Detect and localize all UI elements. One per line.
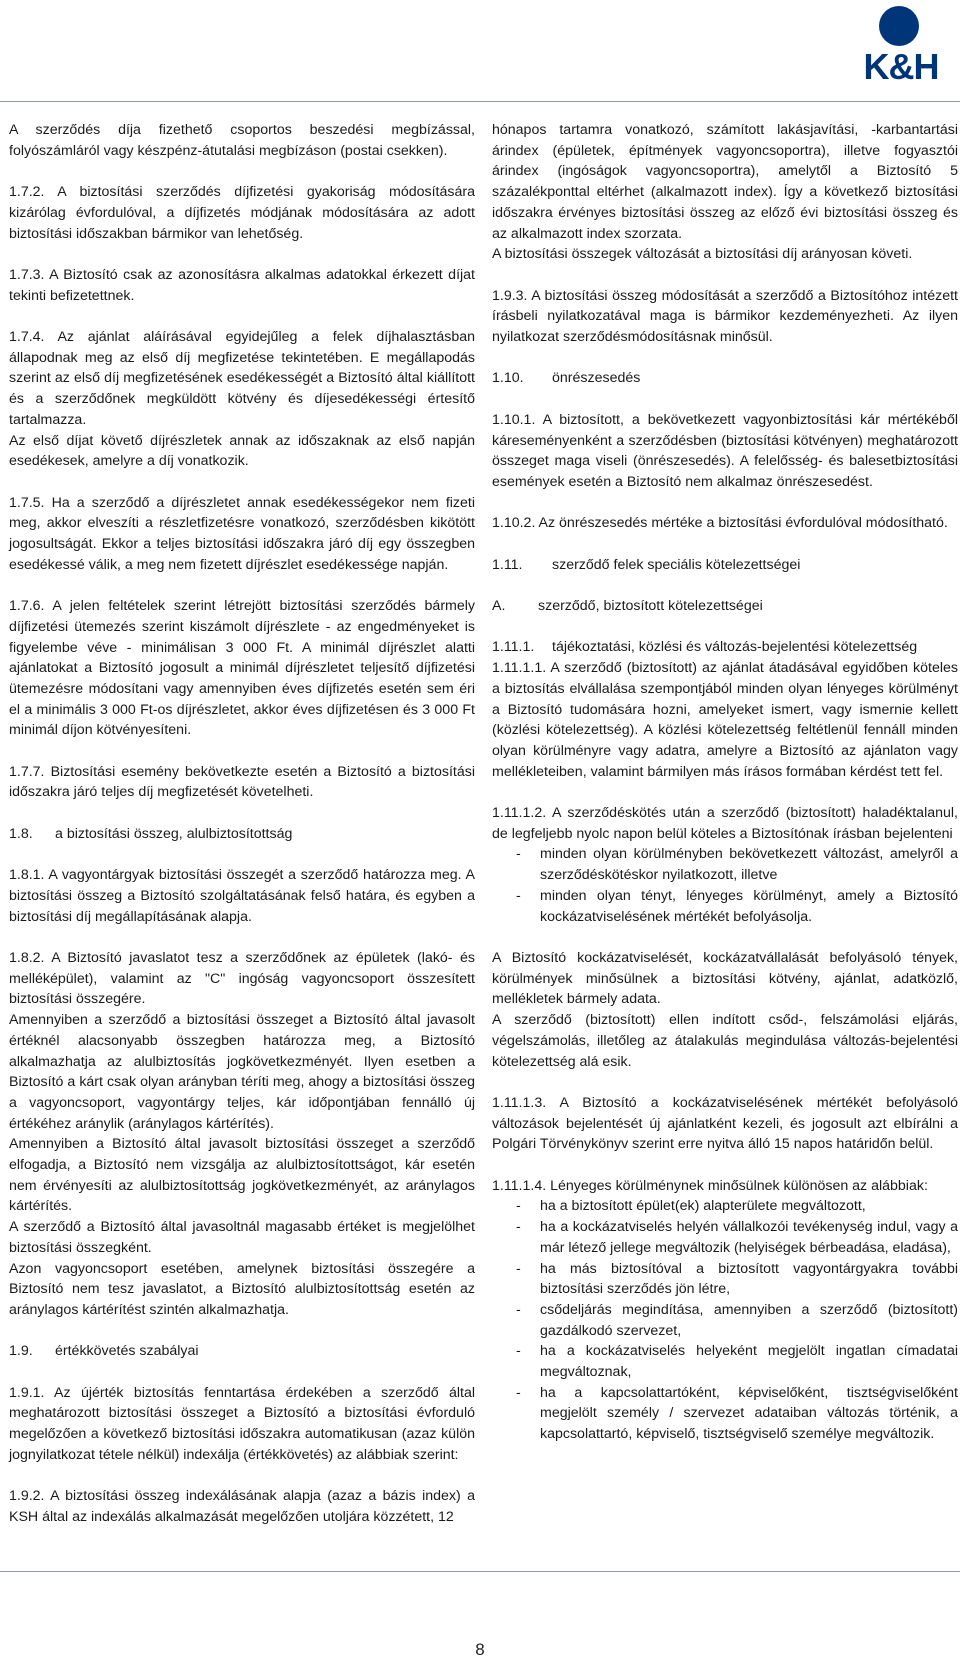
paragraph-spacer xyxy=(492,927,958,948)
paragraph: 1.10.1. A biztosított, a bekövetkezett vagyonbiztosítási kár mértékéből káreseményenként a szerződésben (biztosítási kötvényen) meghatározott összeget maga viseli (önrészesedés). A felelősség- és balesetbiztosítási események esetén a Biztosító nem alkalmaz önrészesedést. xyxy=(492,411,958,490)
paragraph: 1.8.1. A vagyontárgyak biztosítási összegét a szerződő határozza meg. A biztosítási összeg a Biztosító szolgáltatásának felső határa, és egyben a biztosítási díj megállapításának alapja. xyxy=(9,867,475,925)
paragraph: hónapos tartamra vonatkozó, számított lakásjavítási, -karbantartási árindex (épületek, építmények vagyoncsoportra), illetve fogyasztói árindex (ingóságok vagyoncsoportra), amelytől a Biztosító 5 százalékponttal eltérhet (alkalmazott index). Így a következő biztosítási időszakra érvényes biztosítási összeg az előző évi biztosítási összeg és az alkalmazott index szorzata. xyxy=(492,122,958,242)
section-title: a biztosítási összeg, alulbiztosítottság xyxy=(55,825,293,842)
list-item-text: ha a biztosított épület(ek) alapterülete megváltozott, xyxy=(540,1198,866,1215)
paragraph: 1.8.2. A Biztosító javaslatot tesz a szerződőnek az épületek (lakó- és melléképület), valamint az "C" ingóság vagyoncsoport összesített biztosítási összegére. xyxy=(9,949,475,1008)
section-title: tájékoztatási, közlési és változás-bejelentési kötelezettség xyxy=(552,639,918,656)
paragraph-spacer xyxy=(492,617,958,638)
paragraph-spacer xyxy=(9,1321,475,1342)
paragraph-spacer xyxy=(492,1155,958,1176)
logo-circle-icon xyxy=(879,6,919,46)
list-item xyxy=(492,1196,958,1217)
list-item-text: ha a kapcsolattartóként, képviselőként, tisztségviselőként megjelölt személy / szervezet adataiban változás történik, a kapcsolattartó, képviselő, tisztségviselő személye megváltozik. xyxy=(540,1384,958,1443)
section-number: 1.11. xyxy=(492,556,523,573)
paragraph-spacer xyxy=(492,493,958,514)
paragraph: 1.7.7. Biztosítási esemény bekövetkezte esetén a Biztosító a biztosítási időszakra járó teljes díj megfizetését követelheti. xyxy=(9,763,475,801)
section-heading xyxy=(492,555,958,576)
list-dash-icon: - xyxy=(516,1198,521,1215)
section-title: szerződő, biztosított kötelezettségei xyxy=(538,598,763,615)
paragraph: Azon vagyoncsoport esetében, amelynek biztosítási összegére a Biztosító nem tesz javaslatot, a Biztosító alulbiztosítottság esetén az aránylagos kártérítést szintén alkalmazhatja. xyxy=(9,1260,475,1318)
paragraph: A szerződő (biztosított) ellen indított csőd-, felszámolási eljárás, végelszámolás, illetőleg az átalakulás megindulása változás-bejelentési kötelezettség alá esik. xyxy=(492,1012,958,1070)
section-title: szerződő felek speciális kötelezettségei xyxy=(552,556,801,573)
section-number: 1.11.1. xyxy=(492,639,535,656)
paragraph-spacer xyxy=(9,1362,475,1383)
paragraph: Amennyiben a Biztosító által javasolt biztosítási összeget a szerződő elfogadja, a Biztosító nem vizsgálja az alulbiztosítottságot, kár esetén nem érvényesíti az alulbiztosítottság jogkövetkezményét, az aránylagos kártérítés. xyxy=(9,1136,475,1215)
paragraph-spacer xyxy=(492,575,958,596)
paragraph: A szerződés díja fizethető csoportos beszedési megbízással, folyószámláról vagy készpénz-átutalási megbízáson (postai csekken). xyxy=(9,122,475,159)
section-heading xyxy=(9,1341,475,1362)
paragraph: A Biztosító kockázatviselését, kockázatvállalását befolyásoló tények, körülmények minősülnek a biztosítási kötvény, ajánlat, adatközlő, mellékletek bármely adata. xyxy=(492,949,958,1008)
paragraph-spacer xyxy=(9,244,475,265)
paragraph: Amennyiben a szerződő a biztosítási összeget a Biztosító által javasolt értéknél alacsonyabb összegben határozza meg, a Biztosító alkalmazhatja az alulbiztosítás jogkövetkezményét. Ilyen esetben a Biztosító a kárt csak olyan arányban téríti meg, ahogy a biztosítási összeg a vagyoncsoport, vagyontárgy teljes, kár időpontjában fennálló új értékéhez aránylik (aránylagos kártérítés). xyxy=(9,1012,475,1132)
paragraph: 1.7.6. A jelen feltételek szerint létrejött biztosítási szerződés bármely díjfizetési ütemezés szerint kiszámolt díjrészlete - az engedményeket is figyelembe véve - minimálisan 3 000 Ft. A minimál díjrészlet alatti ajánlatokat a Biztosító jogosult a minimál díjrészletet teljesítő díjfizetési ütemezésre módosítani vagy amennyiben éves díjfizetés esetén sem éri el a minimális 3 000 Ft-os díjrészletet, akkor éves díjfizetésen és 3 000 Ft minimál díjon kötvényesíteni. xyxy=(9,598,475,739)
list-item-text: ha a kockázatviselés helyeként megjelölt ingatlan címadatai megváltoznak, xyxy=(540,1343,958,1381)
paragraph: 1.9.2. A biztosítási összeg indexálásának alapja (azaz a bázis index) a KSH által az indexálás alkalmazását megelőzően utoljára közzétett, 12 xyxy=(9,1488,475,1525)
list-dash-icon: - xyxy=(516,1343,521,1360)
paragraph: Az első díjat követő díjrészletek annak az időszaknak az első napján esedékesek, amelyre a díj vonatkozik. xyxy=(9,432,475,470)
paragraph: 1.9.1. Az újérték biztosítás fenntartása érdekében a szerződő által meghatározott biztosítási összeget a Biztosító a biztosítási évforduló megelőzően a következő biztosítási időszakra automatikusan (azaz külön jognyilatkozat tétele nélkül) indexálja (értékkövetés) az alábbiak szerint: xyxy=(9,1384,475,1463)
list-item-text: minden olyan körülményben bekövetkezett változást, amelyről a szerződéskötéskor nyilatkozott, illetve xyxy=(540,846,958,884)
list-item xyxy=(492,1217,958,1258)
paragraph-spacer xyxy=(9,472,475,493)
paragraph: 1.10.2. Az önrészesedés mértéke a biztosítási évfordulóval módosítható. xyxy=(492,515,948,532)
list-dash-icon: - xyxy=(516,1301,521,1318)
kh-logo xyxy=(849,6,953,86)
paragraph: 1.7.4. Az ajánlat aláírásával egyidejűleg a felek díjhalasztásban állapodnak meg az első díj megfizetése tekintetében. E megállapodás szerint az első díj megfizetésének esedékességét a Biztosító által kiállított és a szerződőnek megküldött kötvény és díjesedékességi értesítő tartalmazza. xyxy=(9,328,475,428)
list-item-text: ha más biztosítóval a biztosított vagyontárgyakra további biztosítási szerződés jön létre, xyxy=(540,1260,958,1298)
section-title: értékkövetés szabályai xyxy=(55,1343,199,1360)
paragraph: 1.9.3. A biztosítási összeg módosítását a szerződő a Biztosítóhoz intézett írásbeli nyilatkozatával maga is bármikor kezdeményezheti. Az ilyen nyilatkozat szerződésmódosításnak minősül. xyxy=(492,287,958,346)
paragraph-spacer xyxy=(492,782,958,803)
section-heading xyxy=(9,824,475,845)
list-dash-icon: - xyxy=(516,887,521,904)
paragraph-spacer xyxy=(9,161,475,182)
paragraph-spacer xyxy=(492,1072,958,1093)
list-item xyxy=(492,886,958,927)
section-number: A. xyxy=(492,598,506,615)
section-heading xyxy=(492,637,958,658)
right-column xyxy=(492,120,958,1445)
paragraph-spacer xyxy=(9,575,475,596)
list-item xyxy=(492,1300,958,1341)
paragraph-spacer xyxy=(492,534,958,555)
list-item-text: ha a kockázatviselés helyén vállalkozói tevékenység indul, vagy a már létező jellege megváltozik (helyiségek bérbeadása, eladása), xyxy=(540,1219,958,1256)
list-dash-icon: - xyxy=(516,1260,521,1277)
section-title: önrészesedés xyxy=(552,370,641,387)
list-item-text: minden olyan tényt, lényeges körülményt, amely a Biztosító kockázatviselésének mértékét befolyásolja. xyxy=(540,887,958,925)
paragraph-spacer xyxy=(9,845,475,866)
logo-text: K&H xyxy=(863,46,939,87)
list-item xyxy=(492,1259,958,1300)
paragraph: 1.7.3. A Biztosító csak az azonosításra alkalmas adatokkal érkezett díjat tekinti befizetettnek. xyxy=(9,266,475,304)
list-item xyxy=(492,1383,958,1445)
paragraph-spacer xyxy=(9,1466,475,1487)
paragraph: A szerződő a Biztosító által javasoltnál magasabb értéket is megjelölhet biztosítási összegként. xyxy=(9,1219,475,1256)
paragraph: 1.11.1.4. Lényeges körülménynek minősülnek különösen az alábbiak: xyxy=(492,1177,928,1194)
paragraph-spacer xyxy=(9,741,475,762)
paragraph-spacer xyxy=(492,348,958,369)
list-dash-icon: - xyxy=(516,1384,521,1401)
section-number: 1.10. xyxy=(492,370,524,387)
paragraph: 1.7.2. A biztosítási szerződés díjfizetési gyakoriság módosítására kizárólag évfordulóval, a díjfizetés módjának módosítására az adott biztosítási időszakban bármikor van lehetőség. xyxy=(9,184,475,242)
paragraph: 1.11.1.3. A Biztosító a kockázatviselésének mértékét befolyásoló változások bejelentését új ajánlatként kezeli, és jogosult azt elbírálni a Polgári Törvénykönyv szerint erre nyitva álló 15 napos határidőn belül. xyxy=(492,1094,958,1153)
page-number: 8 xyxy=(475,1640,485,1659)
paragraph-spacer xyxy=(9,927,475,948)
paragraph: 1.11.1.2. A szerződéskötés után a szerződő (biztosított) haladéktalanul, de legfeljebb nyolc napon belül köteles a Biztosítónak írásban bejelenteni xyxy=(492,805,958,842)
paragraph-spacer xyxy=(9,306,475,327)
footer-divider xyxy=(0,1571,960,1572)
section-heading xyxy=(492,596,958,617)
section-number: 1.9. xyxy=(9,1343,33,1360)
paragraph-spacer xyxy=(492,389,958,410)
list-item-text: csődeljárás megindítása, amennyiben a szerződő (biztosított) gazdálkodó szervezet, xyxy=(540,1301,958,1339)
section-heading xyxy=(492,368,958,389)
left-column xyxy=(9,120,475,1528)
paragraph: A biztosítási összegek változását a biztosítási díj arányosan követi. xyxy=(492,246,913,263)
paragraph: 1.11.1.1. A szerződő (biztosított) az ajánlat átadásával egyidőben köteles a biztosítás elvállalása szempontjából minden olyan lényeges körülményt a Biztosító tudomására hozni, amelyeket ismert, vagy ismernie kellett (közlési kötelezettség). A közlési kötelezettség feltétlenül fennáll minden olyan körülményre vagy adatra, amelyre a Biztosító az ajánlaton vagy mellékleteiben, valamint bármilyen más írásos formában kérdést tett fel. xyxy=(492,660,958,780)
paragraph-spacer xyxy=(492,265,958,286)
list-dash-icon: - xyxy=(516,846,521,863)
header-divider xyxy=(0,101,960,102)
paragraph: 1.7.5. Ha a szerződő a díjrészletet annak esedékességekor nem fizeti meg, akkor elveszíti a részletfizetésre vonatkozó, szerződésben kikötött jogosultságát. Ekkor a teljes biztosítási időszakra járó díj egy összegben esedékessé válik, a meg nem fizetett díjrészlet esedékessége napján. xyxy=(9,494,475,573)
list-item xyxy=(492,844,958,885)
list-dash-icon: - xyxy=(516,1219,521,1236)
paragraph-spacer xyxy=(9,803,475,824)
list-item xyxy=(492,1341,958,1382)
section-number: 1.8. xyxy=(9,825,33,842)
